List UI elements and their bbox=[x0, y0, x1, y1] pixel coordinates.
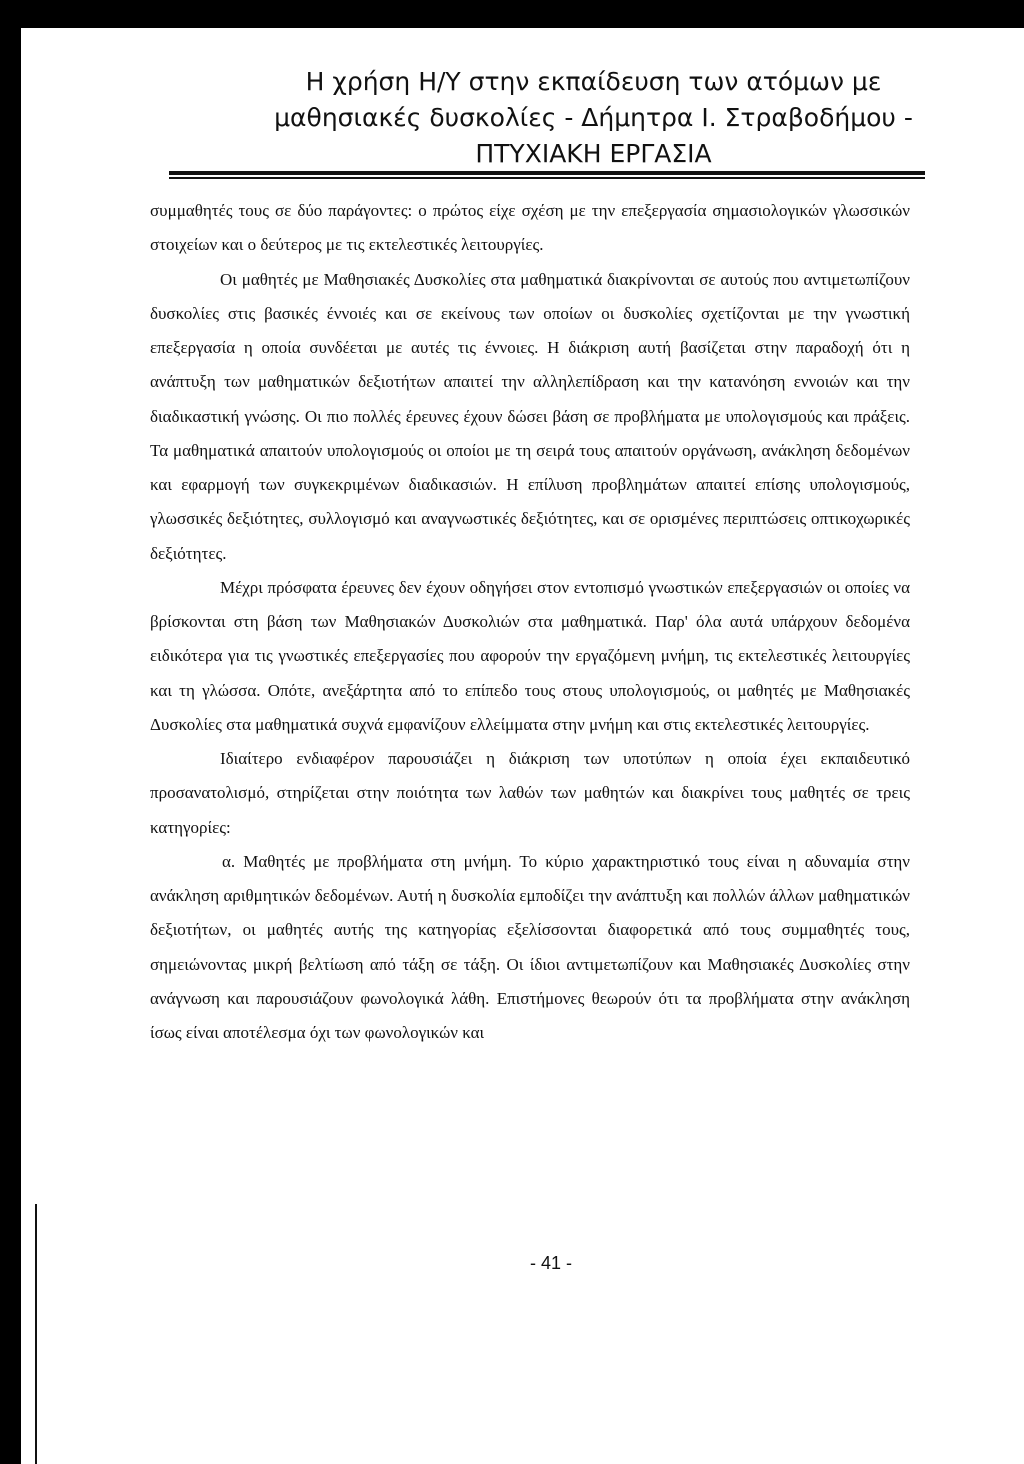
body-text bbox=[150, 194, 910, 1050]
paragraph-math-difficulties: Οι μαθητές με Μαθησιακές Δυσκολίες στα μαθηματικά διακρίνονται σε αυτούς που αντιμετωπίζουν δυσκολίες στις βασικές έννοιές και σε εκείνους των οποίων οι δυσκολίες σχετίζονται με την γνωστική επεξεργασία η οποία συνδέεται με αυτές τις έννοιες. Η διάκριση αυτή βασίζεται στην παραδοχή ότι η ανάπτυξη των μαθηματικών δεξιοτήτων απαιτεί την αλληλεπίδραση και την κατανόηση εννοιών και την διαδικαστική γνώσης. Οι πιο πολλές έρευνες έχουν δώσει βάση σε προβλήματα με υπολογισμούς και πράξεις. Τα μαθηματικά απαιτούν υπολογισμούς οι οποίοι με τη σειρά τους απαιτούν οργάνωση, ανάκληση δεδομένων και εφαρμογή των συγκεκριμένων διαδικασιών. Η επίλυση προβλημάτων απαιτεί επίσης υπολογισμούς, γλωσσικές δεξιότητες, συλλογισμό και αναγνωστικές δεξιότητες, και σε ορισμένες περιπτώσεις οπτικοχωρικές δεξιότητες. bbox=[150, 269, 910, 563]
header-rule-thin bbox=[169, 177, 925, 179]
paragraph-continuation: συμμαθητές τους σε δύο παράγοντες: ο πρώτος είχε σχέση με την επεξεργασία σημασιολογικών γλωσσικών στοιχείων και ο δεύτερος με τις εκτελεστικές λειτουργίες. bbox=[150, 201, 910, 255]
page-number: - 41 - bbox=[529, 1253, 572, 1273]
list-item-memory-problems: α. Μαθητές με προβλήματα στη μνήμη. Το κύριο χαρακτηριστικό τους είναι η αδυναμία στην ανάκληση αριθμητικών δεδομένων. Αυτή η δυσκολία εμποδίζει την ανάπτυξη και πολλών άλλων μαθηματικών δεξιοτήτων, οι μαθητές αυτής της κατηγορίας εξελίσσονται διαφορετικά από τους συμμαθητές τους, σημειώνοντας μικρή βελτίωση από τάξη σε τάξη. Οι ίδιοι αντιμετωπίζουν και Μαθησιακές Δυσκολίες στην ανάγνωση και παρουσιάζουν φωνολογικά λάθη. Επιστήμονες θεωρούν ότι τα προβλήματα στην ανάκληση ίσως είναι αποτέλεσμα όχι των φωνολογικών και bbox=[150, 851, 910, 1042]
page-header bbox=[171, 64, 1016, 172]
header-title-line-1: Η χρήση Η/Υ στην εκπαίδευση των ατόμων με bbox=[305, 67, 882, 96]
document-page bbox=[21, 28, 1024, 1464]
header-rule-thick bbox=[169, 171, 925, 175]
header-title-line-2: μαθησιακές δυσκολίες - Δήμητρα Ι. Στραβοδήμου - bbox=[274, 103, 913, 132]
paragraph-subtypes: Ιδιαίτερο ενδιαφέρον παρουσιάζει η διάκριση των υποτύπων η οποία έχει εκπαιδευτικό προσανατολισμό, στηρίζεται στην ποιότητα των λαθών των μαθητών και διακρίνει τους μαθητές σε τρεις κατηγορίες: bbox=[150, 749, 910, 837]
header-title-line-3: ΠΤΥΧΙΑΚΗ ΕΡΓΑΣΙΑ bbox=[475, 139, 712, 168]
scan-margin-line bbox=[35, 1204, 37, 1464]
paragraph-cognitive-processes: Μέχρι πρόσφατα έρευνες δεν έχουν οδηγήσει στον εντοπισμό γνωστικών επεξεργασιών οι οποίες να βρίσκονται στη βάση των Μαθησιακών Δυσκολιών στα μαθηματικά. Παρ' όλα αυτά υπάρχουν δεδομένα ειδικότερα για τις γνωστικές επεξεργασίες που αφορούν την εργαζόμενη μνήμη, τις εκτελεστικές λειτουργίες και τη γλώσσα. Οπότε, ανεξάρτητα από το επίπεδο τους στους υπολογισμούς, οι μαθητές με Μαθησιακές Δυσκολίες στα μαθηματικά συχνά εμφανίζουν ελλείμματα στην μνήμη και στις εκτελεστικές λειτουργίες. bbox=[150, 577, 910, 734]
